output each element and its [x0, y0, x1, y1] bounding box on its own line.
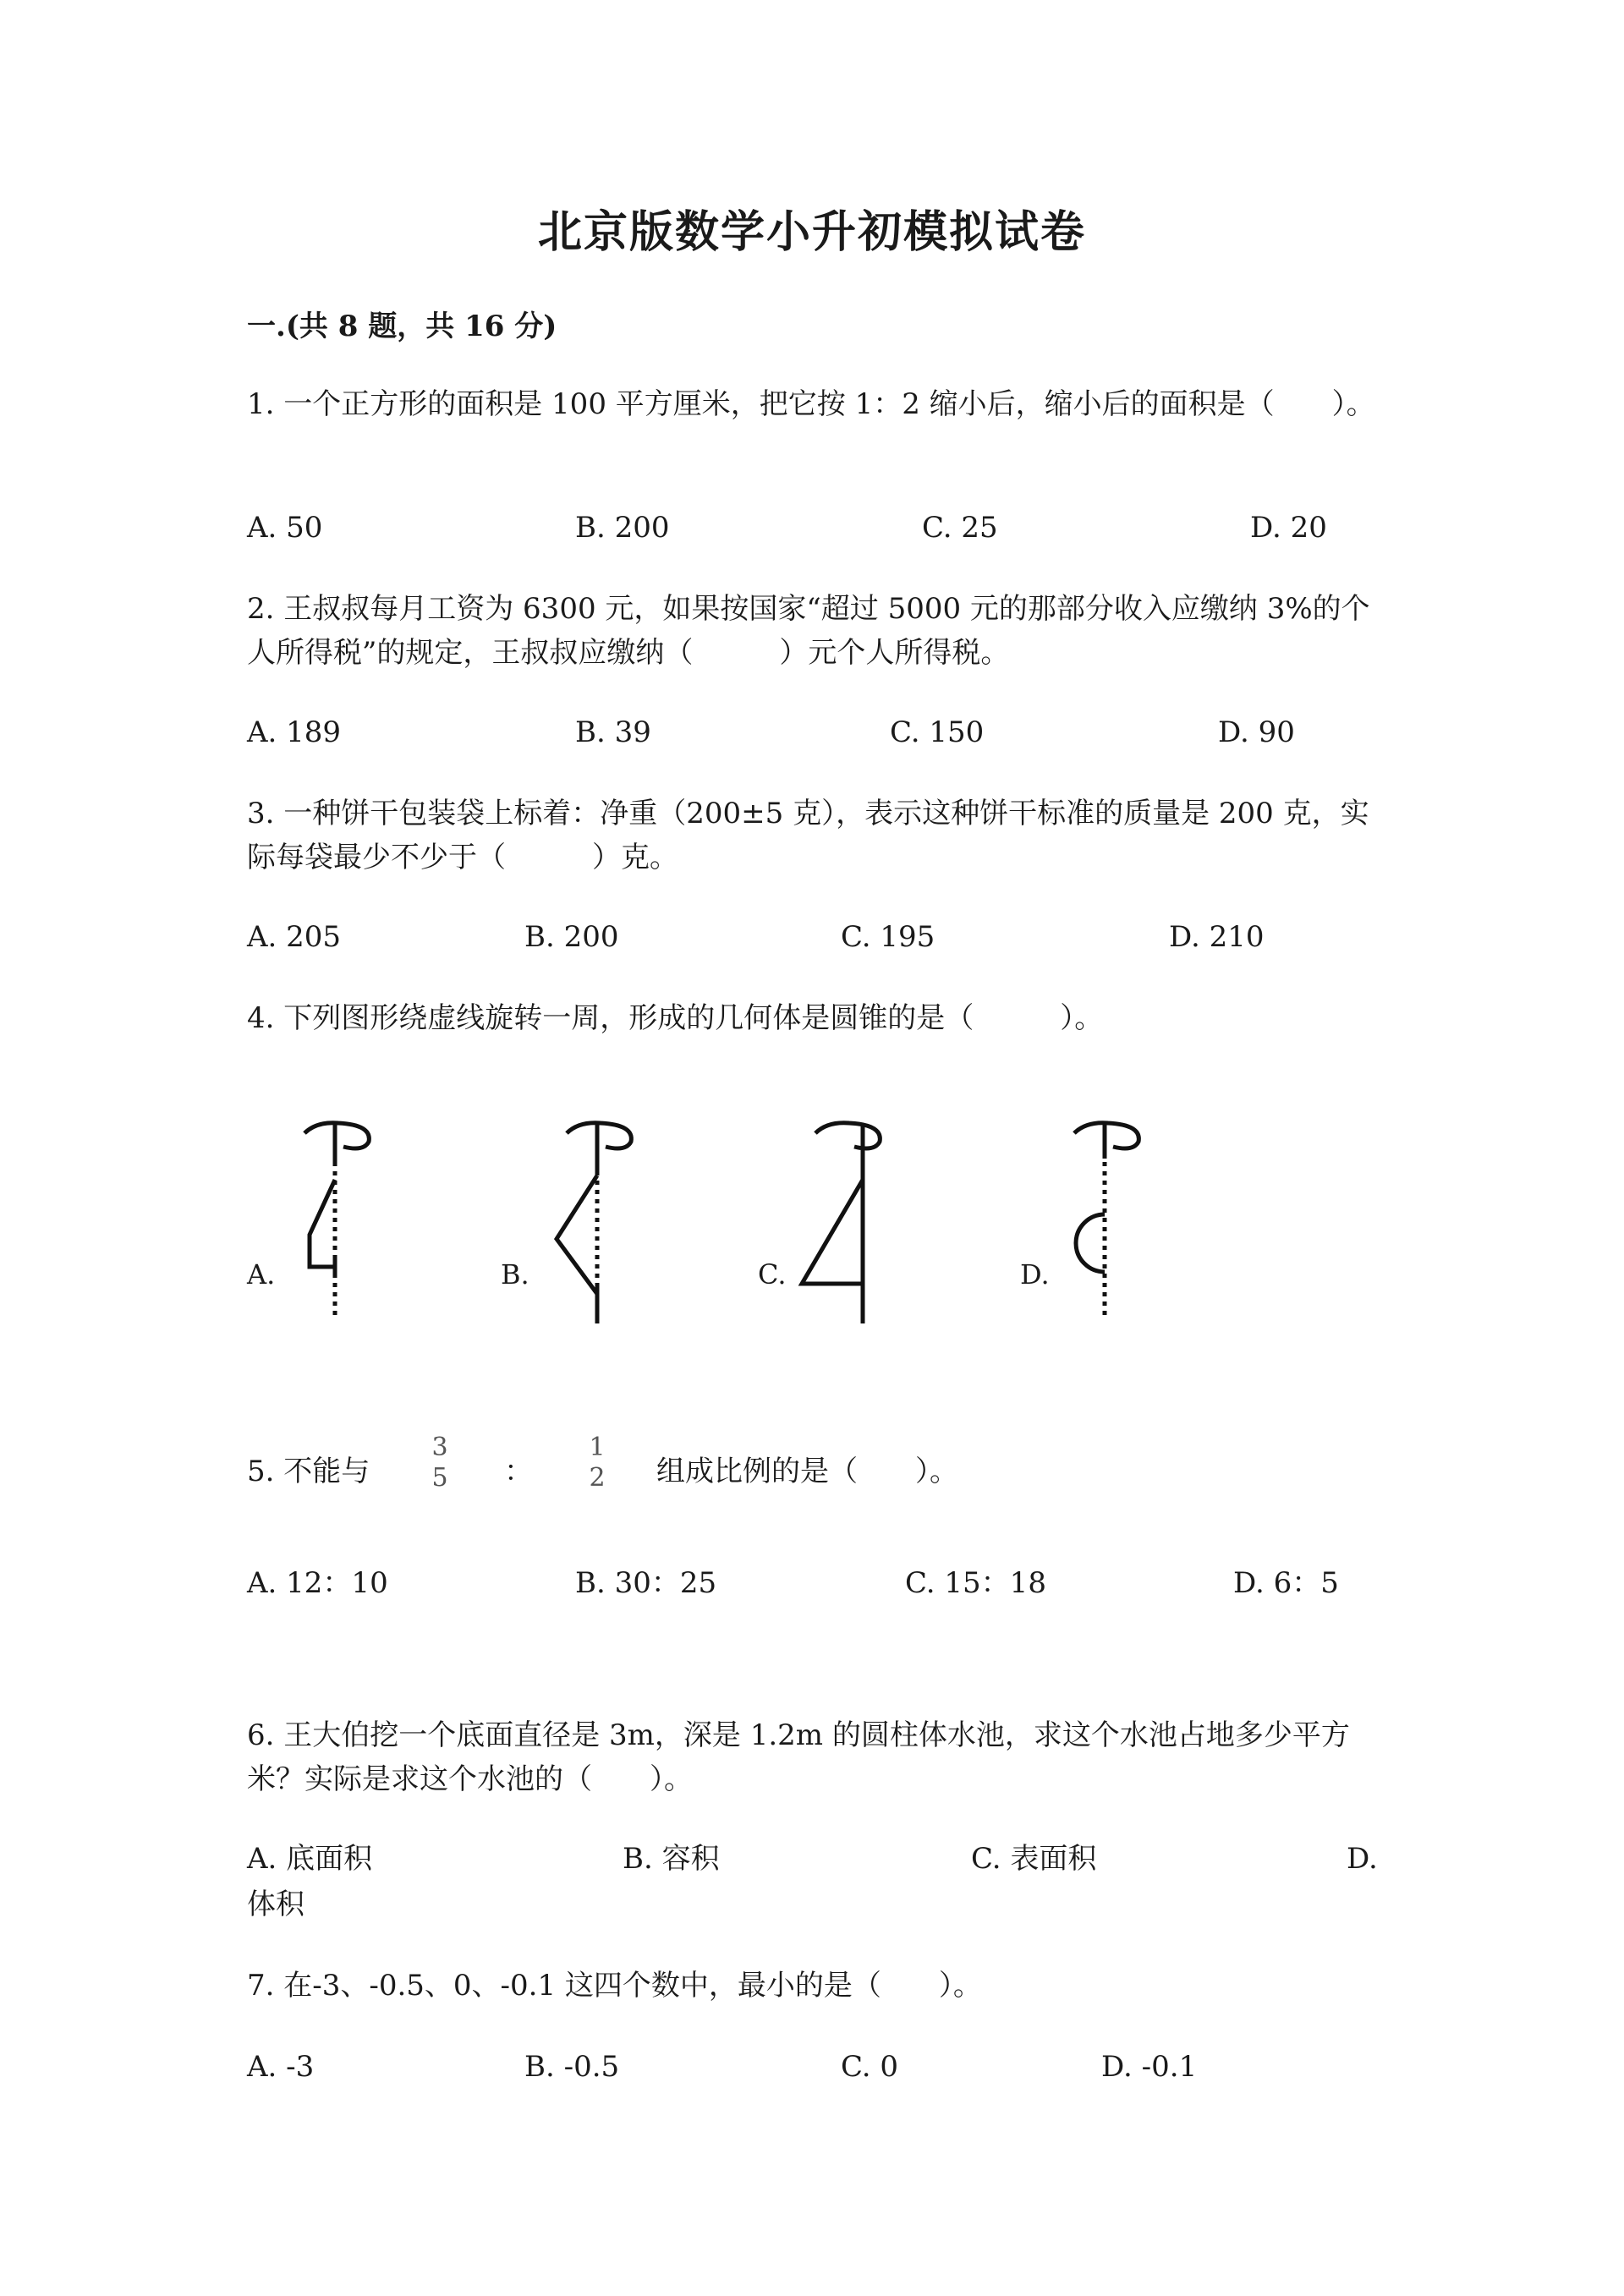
q3-option-c[interactable]: C. 195: [841, 920, 935, 954]
q3-option-b[interactable]: B. 200: [524, 920, 619, 954]
q6-option-b[interactable]: B. 容积: [623, 1842, 720, 1876]
question-7: 7. 在-3、-0.5、0、-0.1 这四个数中，最小的是（ ）。: [247, 1969, 982, 2003]
q4-option-c[interactable]: C.: [758, 1258, 787, 1290]
q1-option-b[interactable]: B. 200: [575, 511, 670, 545]
fraction-2-denominator: 2: [589, 1463, 606, 1493]
q5-text-after: 组成比例的是（ ）。: [656, 1455, 958, 1488]
q5-fraction-2: [580, 1433, 614, 1493]
q4-option-b[interactable]: B.: [501, 1258, 529, 1290]
question-1: 1. 一个正方形的面积是 100 平方厘米，把它按 1：2 缩小后，缩小后的面积是（ ）。: [247, 387, 1375, 421]
question-4: 4. 下列图形绕虚线旋转一周，形成的几何体是圆锥的是（ ）。: [247, 1001, 1104, 1035]
figure-b-triangle: [541, 1116, 651, 1328]
q5-fraction-1: [423, 1433, 457, 1493]
q1-option-d[interactable]: D. 20: [1250, 511, 1327, 545]
q1-option-a[interactable]: A. 50: [247, 511, 323, 545]
q2-option-b[interactable]: B. 39: [575, 715, 651, 749]
page-title: 北京版数学小升初模拟试卷: [537, 206, 1086, 258]
q7-option-a[interactable]: A. -3: [247, 2050, 315, 2084]
fraction-1-numerator: 3: [431, 1433, 448, 1462]
fraction-2-numerator: 1: [589, 1433, 606, 1462]
q6-option-d-text: 体积: [247, 1888, 304, 1921]
q6-option-c[interactable]: C. 表面积: [971, 1842, 1097, 1876]
q2-option-a[interactable]: A. 189: [247, 715, 342, 749]
q2-option-c[interactable]: C. 150: [890, 715, 985, 749]
q6-option-a[interactable]: A. 底面积: [247, 1842, 373, 1876]
figure-d-semicircle: [1049, 1116, 1159, 1328]
q4-option-a[interactable]: A.: [247, 1258, 276, 1290]
q7-option-b[interactable]: B. -0.5: [524, 2050, 620, 2084]
q3-option-a[interactable]: A. 205: [247, 920, 342, 954]
q5-text-before: 5. 不能与: [247, 1455, 370, 1488]
question-2: 2. 王叔叔每月工资为 6300 元，如果按国家“超过 5000 元的那部分收入应缴纳 3%的个人所得税”的规定，王叔叔应缴纳（ ）元个人所得税。: [247, 592, 1370, 670]
q5-colon: ：: [504, 1455, 533, 1488]
section-heading: 一.(共 8 题，共 16 分): [247, 310, 557, 343]
question-6: 6. 王大伯挖一个底面直径是 3m，深是 1.2m 的圆柱体水池，求这个水池占地多少平方米？实际是求这个水池的（ ）。: [247, 1718, 1350, 1796]
q3-option-d[interactable]: D. 210: [1169, 920, 1265, 954]
q7-option-d[interactable]: D. -0.1: [1101, 2050, 1198, 2084]
q4-option-d[interactable]: D.: [1020, 1258, 1050, 1290]
q6-option-d[interactable]: D.: [1347, 1842, 1378, 1876]
q7-option-c[interactable]: C. 0: [841, 2050, 899, 2084]
q5-option-b[interactable]: B. 30：25: [575, 1566, 717, 1600]
q2-option-d[interactable]: D. 90: [1218, 715, 1295, 749]
q5-option-d[interactable]: D. 6：5: [1233, 1566, 1339, 1600]
q1-option-c[interactable]: C. 25: [922, 511, 998, 545]
q5-option-c[interactable]: C. 15：18: [905, 1566, 1046, 1600]
figure-c-right-triangle: [790, 1116, 900, 1328]
figure-a-trapezoid: [279, 1116, 389, 1328]
q5-option-a[interactable]: A. 12：10: [247, 1566, 388, 1600]
question-3: 3. 一种饼干包装袋上标着：净重（200±5 克），表示这种饼干标准的质量是 200 克，实际每袋最少不少于（ ）克。: [247, 797, 1369, 874]
fraction-1-denominator: 5: [431, 1463, 448, 1493]
